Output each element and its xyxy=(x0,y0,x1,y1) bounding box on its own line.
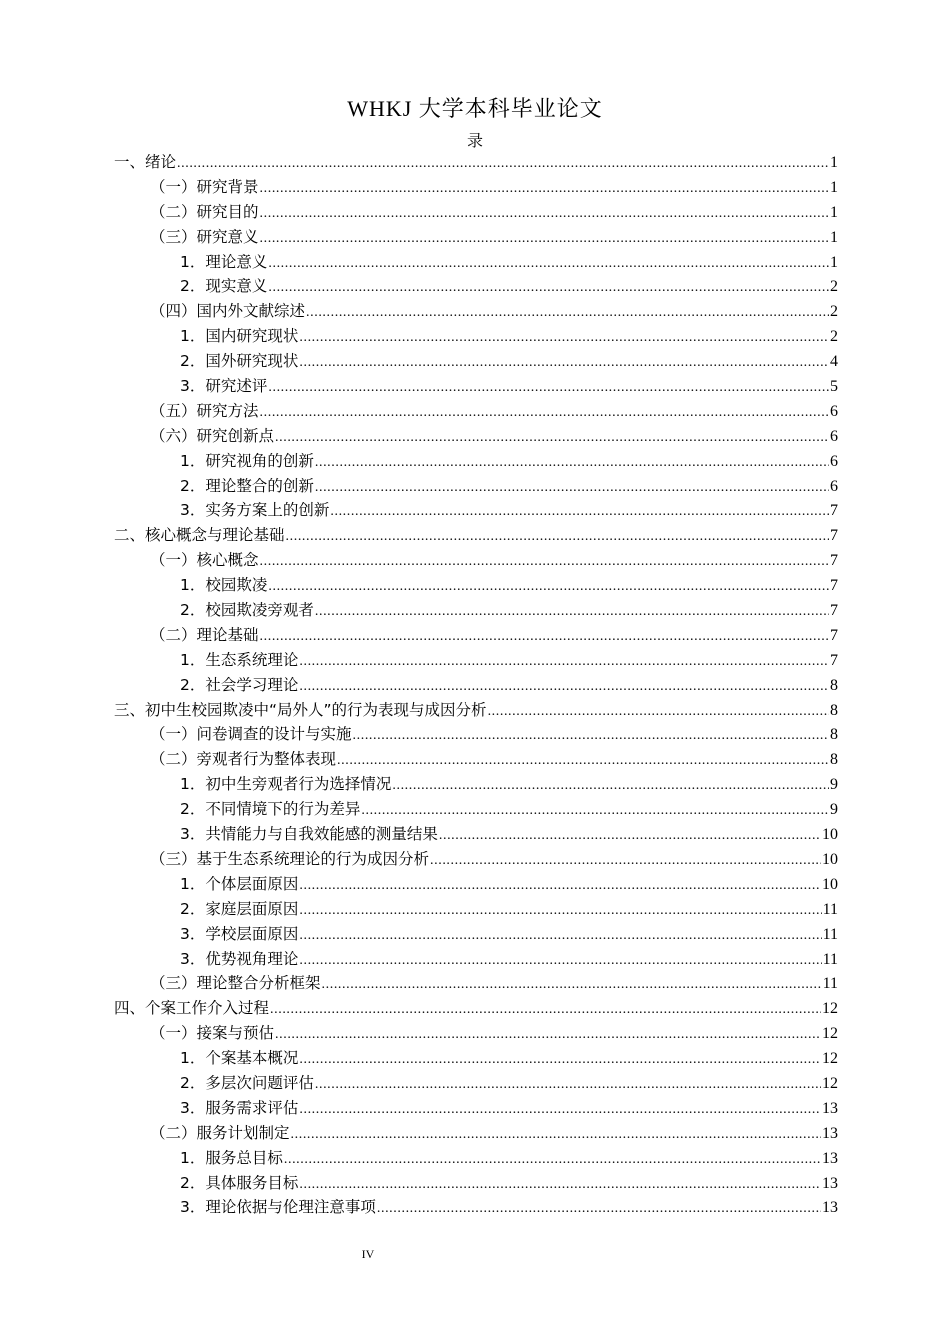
toc-entry-label: 三、初中生校园欺凌中“局外人”的行为表现与成因分析 xyxy=(114,700,487,719)
toc-entry-label: 3．学校层面原因 xyxy=(180,924,299,943)
toc-entry-page: 11 xyxy=(822,950,838,968)
toc-entry-page: 7 xyxy=(830,602,838,620)
toc-entry-label: 1．理论意义 xyxy=(180,252,268,271)
toc-entry-label: （一）接案与预估 xyxy=(150,1024,275,1043)
page-title: WHKJ 大学本科毕业论文 xyxy=(347,96,603,121)
dot-leader xyxy=(299,899,821,924)
toc-entry-page: 13 xyxy=(822,1149,838,1167)
dot-leader xyxy=(260,625,829,650)
toc-entry-label: 二、核心概念与理论基础 xyxy=(114,526,285,545)
toc-entry-label: 2．家庭层面原因 xyxy=(180,899,299,918)
dot-leader xyxy=(275,1023,821,1048)
toc-entry[interactable] xyxy=(114,349,838,374)
dot-leader xyxy=(322,973,822,998)
dot-leader xyxy=(299,1048,821,1073)
toc-entry-page: 7 xyxy=(830,577,838,595)
dot-leader xyxy=(315,1073,821,1098)
dot-leader xyxy=(268,252,829,277)
toc-entry-page: 5 xyxy=(830,378,838,396)
dot-leader xyxy=(488,700,829,725)
toc-entry-label: 2．校园欺凌旁观者 xyxy=(180,601,314,620)
toc-entry[interactable] xyxy=(114,523,838,548)
toc-entry[interactable] xyxy=(114,598,838,623)
toc-entry[interactable] xyxy=(114,971,838,996)
dot-leader xyxy=(268,575,829,600)
toc-entry-page: 13 xyxy=(822,1199,838,1217)
toc-entry-label: 2．不同情境下的行为差异 xyxy=(180,800,361,819)
dot-leader xyxy=(377,1197,821,1222)
dot-leader xyxy=(299,351,829,376)
toc-entry-page: 1 xyxy=(830,228,838,246)
dot-leader xyxy=(299,924,821,949)
toc-entry-label: （三）基于生态系统理论的行为成因分析 xyxy=(150,849,430,868)
toc-entry-page: 12 xyxy=(822,1050,838,1068)
toc-entry-label: 1．研究视角的创新 xyxy=(180,451,314,470)
toc-entry-label: 2．国外研究现状 xyxy=(180,352,299,371)
dot-leader xyxy=(284,1148,821,1173)
toc-entry-page: 2 xyxy=(830,278,838,296)
toc-entry[interactable] xyxy=(114,822,838,847)
dot-leader xyxy=(315,476,829,501)
toc-entry-label: 1．初中生旁观者行为选择情况 xyxy=(180,775,392,794)
dot-leader xyxy=(299,1173,821,1198)
dot-leader xyxy=(306,301,829,326)
toc-entry-page: 7 xyxy=(830,502,838,520)
toc-entry-page: 13 xyxy=(822,1099,838,1117)
toc-entry-page: 6 xyxy=(830,402,838,420)
toc-entry[interactable] xyxy=(114,150,838,175)
toc-entry[interactable] xyxy=(114,673,838,698)
toc-entry-page: 8 xyxy=(830,751,838,769)
toc-entry-label: 3．共情能力与自我效能感的测量结果 xyxy=(180,825,438,844)
toc-entry[interactable] xyxy=(114,847,838,872)
toc-entry-label: 3．研究述评 xyxy=(180,377,268,396)
toc-entry-page: 7 xyxy=(830,651,838,669)
toc-entry-label: （六）研究创新点 xyxy=(150,426,275,445)
toc-entry-label: （二）研究目的 xyxy=(150,202,259,221)
toc-entry-label: 2．社会学习理论 xyxy=(180,675,299,694)
toc-entry-page: 10 xyxy=(822,875,838,893)
dot-leader xyxy=(315,600,829,625)
toc-entry[interactable] xyxy=(114,299,838,324)
dot-leader xyxy=(268,376,829,401)
dot-leader xyxy=(291,1123,821,1148)
toc-entry[interactable] xyxy=(114,250,838,275)
toc-entry-page: 7 xyxy=(830,527,838,545)
toc-heading: 录 xyxy=(466,131,483,150)
toc-entry-page: 13 xyxy=(822,1174,838,1192)
dot-leader xyxy=(299,675,829,700)
toc-entry-page: 2 xyxy=(830,303,838,321)
toc-entry-label: （二）服务计划制定 xyxy=(150,1123,290,1142)
toc-entry-page: 8 xyxy=(830,676,838,694)
toc-entry-page: 6 xyxy=(830,427,838,445)
dot-leader xyxy=(299,326,829,351)
toc-entry[interactable] xyxy=(114,1021,838,1046)
toc-entry-page: 1 xyxy=(830,178,838,196)
toc-entry-label: （一）核心概念 xyxy=(150,551,259,570)
toc-entry-page: 12 xyxy=(822,1074,838,1092)
toc-entry-label: （四）国内外文献综述 xyxy=(150,302,306,321)
toc-entry[interactable] xyxy=(114,498,838,523)
toc-entry-label: 一、绪论 xyxy=(114,153,177,171)
dot-leader xyxy=(286,525,829,550)
toc-entry[interactable] xyxy=(114,1146,838,1171)
toc-entry[interactable] xyxy=(114,424,838,449)
toc-entry-page: 9 xyxy=(830,776,838,794)
dot-leader xyxy=(299,650,829,675)
toc-entry-page: 9 xyxy=(830,801,838,819)
toc-entry[interactable] xyxy=(114,374,838,399)
toc-entry-label: （一）问卷调查的设计与实施 xyxy=(150,725,352,744)
dot-leader xyxy=(439,824,821,849)
toc-entry[interactable] xyxy=(114,797,838,822)
toc-entry[interactable] xyxy=(114,548,838,573)
dot-leader xyxy=(337,749,829,774)
toc-entry[interactable] xyxy=(114,772,838,797)
toc-entry-page: 11 xyxy=(822,975,838,993)
toc-entry-page: 8 xyxy=(830,726,838,744)
toc-entry[interactable] xyxy=(114,175,838,200)
dot-leader xyxy=(260,401,829,426)
toc-entry[interactable] xyxy=(114,399,838,424)
toc-entry[interactable] xyxy=(114,449,838,474)
toc-entry-label: 1．服务总目标 xyxy=(180,1148,283,1167)
toc-entry-page: 10 xyxy=(822,826,838,844)
toc-entry-label: 1．个案基本概况 xyxy=(180,1049,299,1068)
toc-entry-label: （五）研究方法 xyxy=(150,401,259,420)
dot-leader xyxy=(430,849,821,874)
dot-leader xyxy=(260,550,829,575)
toc-entry-page: 1 xyxy=(830,253,838,271)
toc-entry-page: 11 xyxy=(822,925,838,943)
dot-leader xyxy=(299,874,821,899)
toc-entry-label: （二）旁观者行为整体表现 xyxy=(150,750,337,769)
toc-entry[interactable] xyxy=(114,225,838,250)
toc-entry-page: 1 xyxy=(830,203,838,221)
toc-entry[interactable] xyxy=(114,947,838,972)
dot-leader xyxy=(361,799,829,824)
toc-entry[interactable] xyxy=(114,274,838,299)
dot-leader xyxy=(270,998,821,1023)
toc-entry-label: （一）研究背景 xyxy=(150,177,259,196)
toc-entry[interactable] xyxy=(114,922,838,947)
page-number: IV xyxy=(361,1247,375,1261)
toc-entry-page: 1 xyxy=(830,154,838,171)
toc-entry[interactable] xyxy=(114,1046,838,1071)
toc-entry-page: 7 xyxy=(830,626,838,644)
toc-entry-label: 1．国内研究现状 xyxy=(180,327,299,346)
toc-entry[interactable] xyxy=(114,648,838,673)
toc-entry[interactable] xyxy=(114,1121,838,1146)
toc-entry[interactable] xyxy=(114,722,838,747)
toc-entry[interactable] xyxy=(114,1096,838,1121)
toc-entry-label: 3．优势视角理论 xyxy=(180,949,299,968)
dot-leader xyxy=(330,500,829,525)
toc-entry-page: 12 xyxy=(822,1025,838,1043)
toc-entry-label: （三）研究意义 xyxy=(150,227,259,246)
dot-leader xyxy=(392,774,829,799)
dot-leader xyxy=(268,276,829,301)
dot-leader xyxy=(315,451,829,476)
toc-entry[interactable] xyxy=(114,573,838,598)
toc-entry-label: 2．现实意义 xyxy=(180,277,268,296)
dot-leader xyxy=(299,1098,821,1123)
toc-entry[interactable] xyxy=(114,623,838,648)
toc-entry[interactable] xyxy=(114,1171,838,1196)
toc-entry-label: 1．生态系统理论 xyxy=(180,650,299,669)
dot-leader xyxy=(275,426,829,451)
toc-entry-label: （三）理论整合分析框架 xyxy=(150,974,321,993)
toc-entry[interactable] xyxy=(114,747,838,772)
toc-entry-label: 2．具体服务目标 xyxy=(180,1173,299,1192)
dot-leader xyxy=(177,152,829,177)
toc-entry-page: 12 xyxy=(822,1000,838,1018)
toc-entry-label: 3．服务需求评估 xyxy=(180,1098,299,1117)
dot-leader xyxy=(260,202,829,227)
dot-leader xyxy=(260,177,829,202)
dot-leader xyxy=(299,949,821,974)
toc-entry[interactable] xyxy=(114,897,838,922)
toc-entry-page: 13 xyxy=(822,1124,838,1142)
table-of-contents xyxy=(114,150,838,1220)
toc-entry[interactable] xyxy=(114,872,838,897)
toc-entry-page: 2 xyxy=(830,328,838,346)
toc-entry-label: 2．理论整合的创新 xyxy=(180,476,314,495)
toc-entry-page: 6 xyxy=(830,477,838,495)
toc-entry-page: 8 xyxy=(830,701,838,719)
toc-entry[interactable] xyxy=(114,1195,838,1220)
toc-entry-page: 10 xyxy=(822,850,838,868)
toc-entry[interactable] xyxy=(114,324,838,349)
toc-entry-page: 7 xyxy=(830,552,838,570)
toc-entry-label: 3．实务方案上的创新 xyxy=(180,501,330,520)
toc-entry-label: 1．校园欺凌 xyxy=(180,576,268,595)
toc-entry[interactable] xyxy=(114,474,838,499)
dot-leader xyxy=(260,227,829,252)
toc-entry-page: 11 xyxy=(822,900,838,918)
toc-entry[interactable] xyxy=(114,1071,838,1096)
toc-entry-label: （二）理论基础 xyxy=(150,625,259,644)
dot-leader xyxy=(353,724,829,749)
toc-entry-label: 1．个体层面原因 xyxy=(180,874,299,893)
toc-entry-page: 6 xyxy=(830,452,838,470)
toc-entry-page: 4 xyxy=(830,353,838,371)
toc-entry[interactable] xyxy=(114,996,838,1021)
toc-entry-label: 四、个案工作介入过程 xyxy=(114,999,270,1018)
toc-entry[interactable] xyxy=(114,200,838,225)
toc-entry-label: 3．理论依据与伦理注意事项 xyxy=(180,1198,376,1217)
toc-entry[interactable] xyxy=(114,698,838,723)
toc-entry-label: 2．多层次问题评估 xyxy=(180,1073,314,1092)
